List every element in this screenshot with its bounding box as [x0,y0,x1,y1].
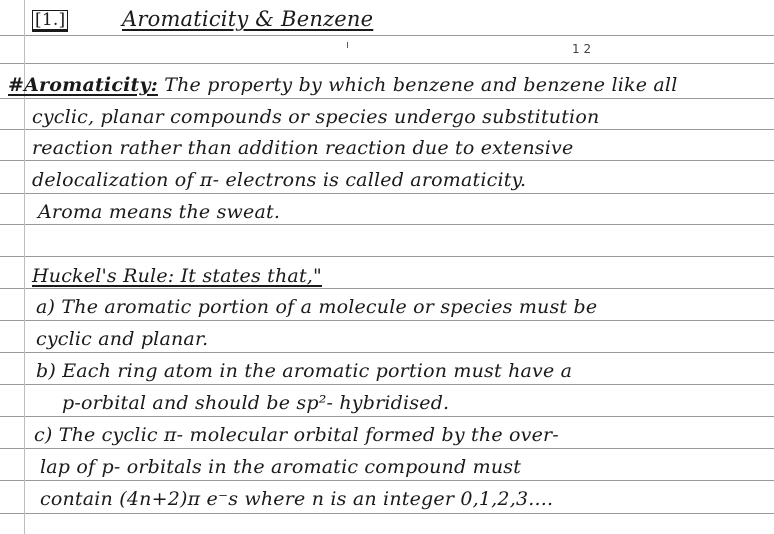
huckel-rule-a: a) The aromatic portion of a molecule or species must be [36,296,598,318]
ruled-line [0,193,774,194]
ruled-line [0,384,774,385]
chapter-number: [1.] [32,10,68,32]
ruled-line [0,256,774,257]
header-row [32,8,68,32]
ruled-line [0,352,774,353]
huckel-rule-c-cont: lap of p- orbitals in the aromatic compound must [40,456,522,478]
ruled-line [0,98,774,99]
definition-text: The property by which benzene and benzene like all [164,74,678,96]
huckel-rule-c-cont-2: contain (4n+2)π e⁻s where n is an integer 0,1,2,3.... [40,488,554,510]
ruled-line [0,513,774,514]
huckel-heading: Huckel's Rule: It states that," [32,265,322,287]
ruled-line [0,320,774,321]
huckel-rule-a-cont: cyclic and planar. [36,328,209,350]
ruled-line [0,35,774,36]
ruled-line [0,224,774,225]
huckel-rule-c: c) The cyclic π- molecular orbital formed by the over- [34,424,559,446]
huckel-rule-b: b) Each ring atom in the aromatic portion must have a [36,360,573,382]
ruled-line [0,480,774,481]
ruled-line [0,129,774,130]
ruled-line [0,288,774,289]
definition-line-3: reaction rather than addition reaction due to extensive [32,137,574,159]
definition-line-1 [8,74,677,96]
definition-line-5: Aroma means the sweat. [38,201,281,223]
ruled-line [0,160,774,161]
huckel-rule-b-cont: p-orbital and should be sp²- hybridised. [62,392,450,414]
definition-line-2: cyclic, planar compounds or species undergo substitution [32,106,600,128]
definition-heading: #Aromaticity: [8,74,158,96]
definition-line-4: delocalization of π- electrons is called aromaticity. [32,169,527,191]
page-title: Aromaticity & Benzene [122,7,374,31]
ruled-line [0,416,774,417]
ruled-line [0,448,774,449]
stray-mark: ı [346,38,350,51]
ruled-line [0,63,774,64]
page-marks: 1 2 [572,42,592,56]
